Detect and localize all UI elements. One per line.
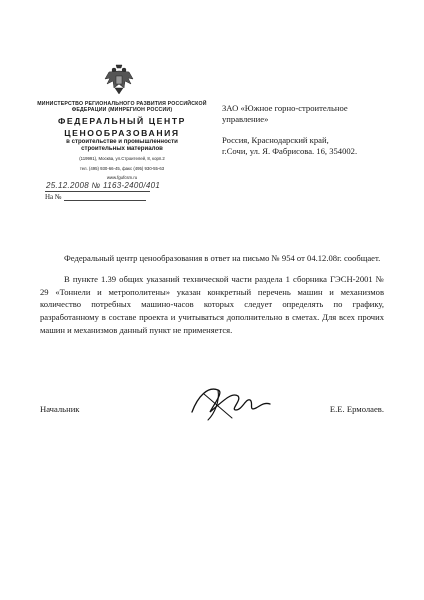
recipient-block bbox=[222, 103, 382, 156]
letter-body bbox=[40, 252, 384, 337]
reference-number-blank bbox=[64, 194, 146, 201]
sender-address: (119991), Москва, ул.Строителей, 8, корп.2 bbox=[79, 156, 165, 162]
recipient-org-line2: управление» bbox=[222, 113, 269, 124]
coat-of-arms-emblem bbox=[104, 62, 134, 96]
ministry-name: МИНИСТЕРСТВО РЕГИОНАЛЬНОГО РАЗВИТИЯ РОССИЙСКОЙ ФЕДЕРАЦИИ (МИНРЕГИОН РОССИИ) bbox=[37, 101, 207, 114]
body-paragraph-2: В пункте 1.39 общих указаний технической части раздела 1 сборника ГЭСН-2001 № 29 «Тоннели и метрополитены» указан конкретный перечень машин и механизмов количество потребных машино-часов которых следует определять по графику, разработанному в составе проекта и учитываться дополнительно в сметах. Для всех прочих машин и механизмов данный пункт не применяется. bbox=[40, 273, 384, 335]
signatory-title: Начальник bbox=[40, 404, 80, 414]
sender-phone: тел. (495) 930-66-45, факс (495) 930-55-63 bbox=[79, 165, 165, 171]
department-line2: строительных материалов bbox=[81, 145, 163, 153]
recipient-org-line1: ЗАО «Южное горно-строительное bbox=[222, 103, 348, 113]
center-name-line1: ФЕДЕРАЛЬНЫЙ ЦЕНТР bbox=[58, 115, 186, 126]
center-name-line2: ЦЕНООБРАЗОВАНИЯ bbox=[64, 128, 180, 138]
body-paragraph-1: Федеральный центр ценообразования в ответ на письмо № 954 от 04.12.08г. сообщает. bbox=[64, 253, 381, 263]
recipient-address-line2: г.Сочи, ул. Я. Фабрисова. 16, 354002. bbox=[222, 145, 358, 156]
signatory-name: Е.Е. Ермолаев. bbox=[329, 404, 384, 414]
department-line1: в строительстве и промышленности bbox=[66, 138, 178, 146]
outgoing-number: 25.12.2008 № 1163-2400/401 bbox=[46, 181, 161, 190]
reference-number-label: На № bbox=[45, 193, 62, 201]
outgoing-underline bbox=[45, 191, 150, 192]
sender-website: www.fgufcsm.ru bbox=[106, 174, 138, 180]
handwritten-signature bbox=[184, 382, 274, 422]
reference-number-line bbox=[45, 193, 146, 201]
sender-block bbox=[34, 101, 210, 180]
recipient-address-line1: Россия, Краснодарский край, bbox=[222, 135, 329, 145]
